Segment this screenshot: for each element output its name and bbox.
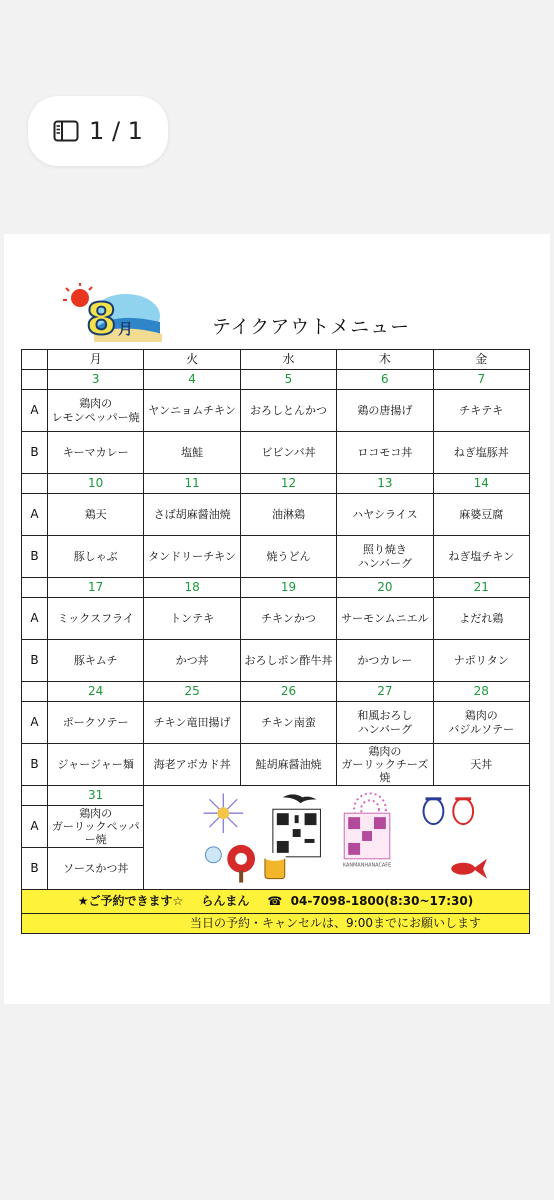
menu-item: 鮭胡麻醤油焼 <box>240 744 336 786</box>
row-label: A <box>22 390 48 432</box>
reserve-text: ★ご予約できます☆ <box>77 894 184 909</box>
seagull-icon <box>283 794 317 803</box>
menu-item: ミックスフライ <box>48 598 144 640</box>
menu-item: 焼うどん <box>240 536 336 578</box>
date-cell: 13 <box>337 474 433 494</box>
date-cell: 10 <box>48 474 144 494</box>
menu-item: ナポリタン <box>433 640 529 682</box>
goldfish-icon <box>452 859 488 879</box>
decoration-illustrations <box>144 787 529 885</box>
sidebar-panel-icon <box>53 120 79 142</box>
date-cell: 27 <box>337 682 433 702</box>
page-indicator-text: 1 / 1 <box>89 117 143 145</box>
row-label: B <box>22 536 48 578</box>
menu-item: ロコモコ丼 <box>337 432 433 474</box>
menu-item: 鶏肉の ガーリックチーズ焼 <box>337 744 433 786</box>
menu-item: チキン竜田揚げ <box>144 702 240 744</box>
meal-row-b <box>22 744 530 786</box>
wind-chime-icon <box>206 847 222 863</box>
menu-item: 鶏肉の バジルソテー <box>433 702 529 744</box>
menu-item: サーモンムニエル <box>337 598 433 640</box>
menu-item: 麻婆豆腐 <box>433 494 529 536</box>
decoration-area <box>144 786 530 890</box>
menu-item: ねぎ塩豚丼 <box>433 432 529 474</box>
date-cell: 14 <box>433 474 529 494</box>
menu-item: ビビンバ丼 <box>240 432 336 474</box>
menu-item: ハヤシライス <box>337 494 433 536</box>
date-cell: 7 <box>433 370 529 390</box>
corner-cell <box>22 350 48 370</box>
page-indicator[interactable] <box>28 96 168 166</box>
row-label: B <box>22 640 48 682</box>
row-label: A <box>22 806 48 848</box>
date-cell: 21 <box>433 578 529 598</box>
badge-suffix: 月 <box>118 320 134 338</box>
date-cell: 11 <box>144 474 240 494</box>
day-header: 月 <box>48 350 144 370</box>
date-cell: 6 <box>337 370 433 390</box>
date-row <box>22 578 530 598</box>
menu-item: 天丼 <box>433 744 529 786</box>
menu-item: 豚しゃぶ <box>48 536 144 578</box>
date-row <box>22 682 530 702</box>
meal-row-a <box>22 702 530 744</box>
menu-item: おろしとんかつ <box>240 390 336 432</box>
menu-item: かつカレー <box>337 640 433 682</box>
date-cell: 5 <box>240 370 336 390</box>
date-row <box>22 370 530 390</box>
row-label: A <box>22 702 48 744</box>
row-label: A <box>22 598 48 640</box>
menu-item: 鶏肉の ガーリックペッパー焼 <box>48 806 144 848</box>
day-header: 火 <box>144 350 240 370</box>
menu-item: チキンかつ <box>240 598 336 640</box>
meal-row-b <box>22 640 530 682</box>
fan-icon <box>228 845 256 883</box>
menu-item: 豚キムチ <box>48 640 144 682</box>
meal-row-a <box>22 494 530 536</box>
footer-note: 当日の予約・キャンセルは、9:00までにお願いします <box>22 914 530 934</box>
menu-item: 照り焼き ハンバーグ <box>337 536 433 578</box>
row-label: B <box>22 432 48 474</box>
date-cell: 4 <box>144 370 240 390</box>
menu-item: チキン南蛮 <box>240 702 336 744</box>
date-cell: 3 <box>48 370 144 390</box>
date-cell: 28 <box>433 682 529 702</box>
date-row <box>22 786 530 806</box>
qr-code-instagram-icon <box>343 813 391 869</box>
fireworks-icon <box>204 793 244 833</box>
date-row-spacer <box>22 370 48 390</box>
row-label: A <box>22 494 48 536</box>
menu-table <box>21 349 530 934</box>
date-cell: 12 <box>240 474 336 494</box>
meal-row-a <box>22 390 530 432</box>
date-row <box>22 474 530 494</box>
menu-item: ジャージャー麺 <box>48 744 144 786</box>
phone-icon: ☎ <box>267 894 283 909</box>
date-cell: 17 <box>48 578 144 598</box>
menu-item: ねぎ塩チキン <box>433 536 529 578</box>
date-cell: 20 <box>337 578 433 598</box>
day-header: 金 <box>433 350 529 370</box>
date-cell: 24 <box>48 682 144 702</box>
date-cell: 25 <box>144 682 240 702</box>
menu-item: 鶏の唐揚げ <box>337 390 433 432</box>
title-area <box>4 234 550 344</box>
day-header: 水 <box>240 350 336 370</box>
row-label: B <box>22 744 48 786</box>
menu-item: 油淋鶏 <box>240 494 336 536</box>
footer-note-row <box>22 914 530 934</box>
menu-item: タンドリーチキン <box>144 536 240 578</box>
lantern-icon <box>424 797 444 824</box>
page-title: テイクアウトメニュー <box>212 316 411 338</box>
badge-month: 8 <box>86 294 117 344</box>
menu-item: 和風おろし ハンバーグ <box>337 702 433 744</box>
meal-row-b <box>22 432 530 474</box>
menu-item: おろしポン酢牛丼 <box>240 640 336 682</box>
menu-item: さば胡麻醤油焼 <box>144 494 240 536</box>
beer-icon <box>264 853 286 879</box>
menu-item: かつ丼 <box>144 640 240 682</box>
date-cell: 26 <box>240 682 336 702</box>
date-row-spacer <box>22 578 48 598</box>
month-badge-sun-sea-icon <box>58 282 168 344</box>
menu-item: ヤンニョムチキン <box>144 390 240 432</box>
menu-item: よだれ鶏 <box>433 598 529 640</box>
phone-number: 04-7098-1800(8:30~17:30) <box>290 894 474 909</box>
meal-row-a <box>22 598 530 640</box>
row-label: B <box>22 848 48 890</box>
date-row-spacer <box>22 474 48 494</box>
menu-item: キーマカレー <box>48 432 144 474</box>
day-header: 木 <box>337 350 433 370</box>
menu-item: 鶏肉の レモンペッパー焼 <box>48 390 144 432</box>
menu-item: 海老アボカド丼 <box>144 744 240 786</box>
menu-document <box>4 234 550 1004</box>
date-cell: 18 <box>144 578 240 598</box>
date-cell: 19 <box>240 578 336 598</box>
meal-row-b <box>22 536 530 578</box>
footer-reservation-row <box>22 890 530 914</box>
menu-item: チキテキ <box>433 390 529 432</box>
menu-item: ソースかつ丼 <box>48 848 144 890</box>
date-cell: 31 <box>48 786 144 806</box>
menu-item: トンテキ <box>144 598 240 640</box>
qr-code-x-icon <box>273 809 321 857</box>
date-row-spacer <box>22 786 48 806</box>
day-header-row <box>22 350 530 370</box>
date-row-spacer <box>22 682 48 702</box>
menu-item: ポークソテー <box>48 702 144 744</box>
red-lantern-icon <box>454 797 474 824</box>
shop-name: らんまん <box>201 894 250 909</box>
footer-reservation <box>22 890 530 914</box>
qr-label: KANMANHANACAFE <box>343 862 392 869</box>
menu-item: 鶏天 <box>48 494 144 536</box>
menu-item: 塩鮭 <box>144 432 240 474</box>
